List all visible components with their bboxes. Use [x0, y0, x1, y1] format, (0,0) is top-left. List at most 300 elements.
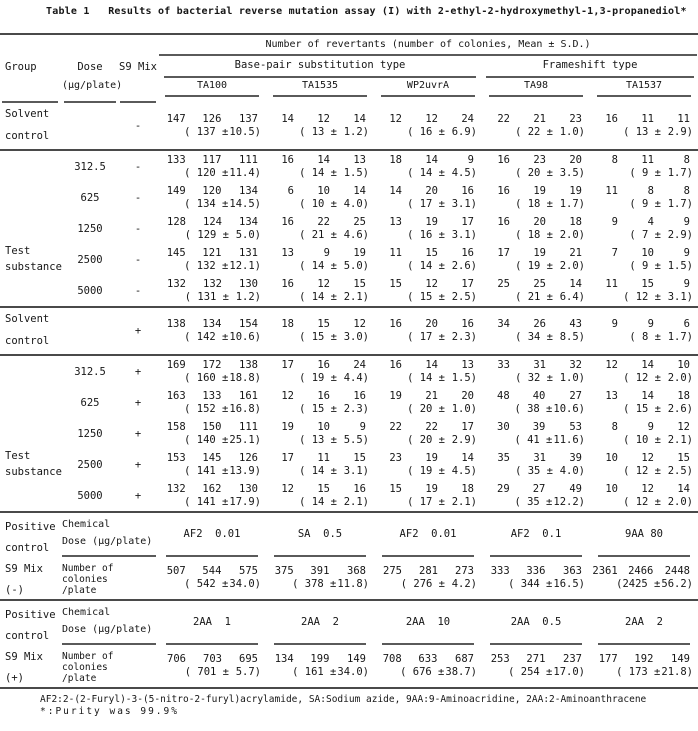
- sd-value: 21.8): [661, 666, 693, 678]
- colony-count: 6: [683, 318, 690, 330]
- colony-count: 39: [569, 451, 582, 464]
- mean-value: ( 17 ±: [407, 197, 445, 210]
- sd-value: 56.2): [661, 578, 693, 590]
- sd-value: 1.7): [559, 197, 585, 210]
- colony-count: 25: [497, 277, 510, 290]
- sd-value: 2.3): [343, 402, 369, 415]
- chemical-value: 2AA 2: [598, 601, 690, 645]
- strain-cell: [590, 213, 698, 244]
- colony-count: 16: [605, 113, 618, 125]
- colony-count: 22: [389, 420, 402, 433]
- colony-count: 161: [239, 389, 258, 402]
- mean-value: ( 7 ±: [629, 228, 661, 241]
- mean-value: ( 20 ±: [407, 433, 445, 446]
- colony-count: 16: [317, 358, 330, 371]
- colony-count: 15: [353, 451, 366, 464]
- mean-value: ( 701 ±: [184, 666, 229, 678]
- strain-cell: [158, 387, 266, 418]
- colony-count: 19: [281, 420, 294, 433]
- sd-value: 2.1): [343, 290, 369, 303]
- frameshift-type-header: Frameshift type: [486, 56, 694, 78]
- colony-count: 17: [497, 246, 510, 259]
- mean-value: ( 16 ±: [407, 126, 445, 138]
- sd-value: 34.0): [337, 666, 369, 678]
- colony-count: 32: [569, 358, 582, 371]
- colony-count: 33: [497, 358, 510, 371]
- mean-value: ( 19 ±: [407, 464, 445, 477]
- mean-value: ( 14 ±: [299, 495, 337, 508]
- colony-count: 16: [497, 153, 510, 166]
- colony-count: 130: [239, 277, 258, 290]
- mean-value: ( 542 ±: [184, 578, 229, 590]
- sd-value: 3.5): [559, 166, 585, 179]
- mean-value: ( 35 ±: [515, 464, 553, 477]
- mean-value: ( 161 ±: [292, 666, 337, 678]
- footnote-purity: *:Purity was 99.9%: [40, 706, 179, 717]
- colony-count: 145: [202, 451, 222, 464]
- sd-value: 1.5): [667, 259, 693, 272]
- colony-count: 9: [647, 318, 654, 330]
- strain-cell: [374, 244, 482, 275]
- colony-count: 14: [353, 184, 366, 197]
- sd-value: 1.2): [235, 290, 261, 303]
- colony-count: 20: [425, 184, 438, 197]
- strain-cell: [590, 449, 698, 480]
- group-label: [0, 213, 62, 244]
- colony-count: 34: [497, 318, 510, 330]
- strain-cell: [374, 449, 482, 480]
- colony-count: 21: [533, 113, 546, 125]
- sd-value: 3.1): [667, 290, 693, 303]
- sd-value: 2.6): [451, 259, 477, 272]
- colony-count: 121: [202, 246, 222, 259]
- strain-cell: [482, 645, 590, 687]
- sd-value: 17.9): [229, 495, 261, 508]
- colony-count: 336: [526, 565, 546, 577]
- mean-value: (2425 ±: [616, 578, 661, 590]
- colony-count: 12: [605, 358, 618, 371]
- colony-count: 708: [382, 653, 402, 665]
- colony-count: 172: [202, 358, 222, 371]
- colony-count: 154: [239, 318, 258, 330]
- colony-count: 10: [605, 482, 618, 495]
- strain-cell: [374, 275, 482, 306]
- dose-unit-label: (μg/plate): [62, 80, 123, 91]
- colony-count: 275: [383, 565, 402, 577]
- sd-value: 2.9): [667, 228, 693, 241]
- colony-count: 14: [641, 358, 654, 371]
- sd-value: 4.5): [451, 464, 477, 477]
- colony-count: 13: [281, 246, 294, 259]
- strain-header-ta100: TA100: [165, 78, 259, 97]
- sd-value: 2.0): [667, 371, 693, 384]
- strain-cell: [590, 244, 698, 275]
- sd-value: 17.0): [553, 666, 585, 678]
- group-label: [0, 275, 62, 306]
- colony-count: 27: [569, 389, 582, 402]
- mean-value: ( 120 ±: [184, 166, 229, 179]
- colony-count: 177: [598, 653, 618, 665]
- s9-value: -: [134, 160, 142, 173]
- table-row: [0, 244, 698, 275]
- colony-count: 26: [533, 318, 546, 330]
- colony-count: 132: [167, 277, 186, 290]
- colony-count: 199: [310, 653, 330, 665]
- colony-count: 20: [569, 153, 582, 166]
- dose-value: 312.5: [74, 160, 106, 173]
- strain-cell: [158, 213, 266, 244]
- mean-value: ( 32 ±: [515, 371, 553, 384]
- strain-cell: [590, 557, 698, 599]
- colony-count: 149: [166, 184, 186, 197]
- table-row: [0, 356, 698, 387]
- colony-count: 8: [683, 153, 690, 166]
- strain-cell: [374, 213, 482, 244]
- colony-count: 15: [317, 482, 330, 495]
- table-row: [0, 151, 698, 182]
- strain-cell: [482, 151, 590, 182]
- mean-value: ( 21 ±: [515, 290, 553, 303]
- colony-count: 20: [533, 215, 546, 228]
- colony-count: 16: [461, 246, 474, 259]
- table-body: [0, 103, 698, 689]
- sd-value: 3.1): [343, 464, 369, 477]
- colony-count: 19: [425, 482, 438, 495]
- strain-cell: [482, 449, 590, 480]
- colony-count: 17: [281, 451, 294, 464]
- colony-count: 12: [641, 482, 654, 495]
- mean-value: ( 20 ±: [515, 166, 553, 179]
- mean-value: ( 12 ±: [623, 495, 661, 508]
- revertants-header: Number of revertants (number of colonies, Mean ± S.D.): [159, 35, 697, 56]
- colony-count: 120: [202, 184, 222, 197]
- group-label: [0, 480, 62, 511]
- sd-value: 4.2): [451, 578, 477, 590]
- colony-count: 15: [389, 482, 402, 495]
- mean-value: ( 15 ±: [407, 290, 445, 303]
- strain-cell: [590, 275, 698, 306]
- sd-value: 34.0): [229, 578, 261, 590]
- strain-cell: [266, 387, 374, 418]
- colonies-per-plate-label: Number of colonies /plate: [62, 563, 114, 596]
- mean-value: ( 152 ±: [184, 402, 229, 415]
- colony-count: 145: [166, 246, 186, 259]
- mean-value: ( 14 ±: [407, 259, 445, 272]
- colony-count: 134: [202, 318, 222, 330]
- sd-value: 5.0): [235, 228, 261, 241]
- mean-value: ( 344 ±: [508, 578, 553, 590]
- sd-value: 11.8): [337, 578, 369, 590]
- colony-count: 14: [425, 358, 438, 371]
- colony-count: 9: [611, 318, 618, 330]
- colony-count: 7: [611, 246, 618, 259]
- colony-count: 16: [461, 318, 474, 330]
- colony-count: 133: [202, 389, 222, 402]
- chemical-value: 2AA 0.5: [490, 601, 582, 645]
- sd-value: 6.4): [559, 290, 585, 303]
- colony-count: 128: [167, 215, 186, 228]
- strain-cell: [158, 308, 266, 354]
- mean-value: ( 140 ±: [184, 433, 229, 446]
- colony-count: 14: [317, 153, 330, 166]
- colony-count: 19: [353, 246, 366, 259]
- sd-value: 5.0): [343, 259, 369, 272]
- group-label: Positive control S9 Mix (-): [5, 521, 56, 596]
- mean-value: ( 14 ±: [299, 290, 337, 303]
- s9-value: +: [134, 458, 142, 471]
- colony-count: 39: [532, 420, 546, 433]
- strain-cell: [158, 244, 266, 275]
- colony-count: 11: [641, 113, 654, 125]
- sd-value: 2.1): [343, 495, 369, 508]
- colony-count: 13: [605, 389, 618, 402]
- mean-value: ( 13 ±: [299, 126, 337, 138]
- strain-cell: [374, 557, 482, 599]
- colony-count: 20: [425, 318, 438, 330]
- chemical-value: AF2 0.1: [490, 513, 582, 557]
- strain-cell: [590, 387, 698, 418]
- colony-count: 14: [641, 389, 654, 402]
- colony-count: 10: [317, 184, 330, 197]
- colony-count: 17: [461, 215, 474, 228]
- colony-count: 18: [677, 389, 690, 402]
- dose-value: 2500: [77, 458, 103, 471]
- colony-count: 23: [569, 113, 582, 125]
- s9-value: +: [134, 325, 142, 337]
- colony-count: 18: [569, 215, 582, 228]
- colony-count: 169: [166, 358, 186, 371]
- colony-count: 22: [497, 113, 510, 125]
- mean-value: ( 35 ±: [514, 495, 553, 508]
- colony-count: 12: [281, 389, 294, 402]
- strain-cell: [374, 103, 482, 149]
- sd-value: 1.7): [667, 166, 693, 179]
- sd-value: 2.0): [559, 259, 585, 272]
- colonies-per-plate-label: Number of colonies /plate: [62, 651, 114, 684]
- colony-count: 9: [467, 153, 474, 166]
- colony-count: 687: [455, 653, 474, 665]
- chemical-value: 2AA 1: [166, 601, 258, 645]
- colony-count: 6: [287, 184, 294, 197]
- strain-cell: [590, 182, 698, 213]
- sd-value: 13.9): [229, 464, 261, 477]
- colony-count: 281: [419, 565, 438, 577]
- colony-count: 8: [683, 184, 690, 197]
- colony-count: 134: [239, 215, 258, 228]
- colony-count: 49: [569, 482, 582, 495]
- strain-cell: [482, 244, 590, 275]
- strain-cell: [590, 480, 698, 511]
- sd-value: 1.7): [667, 331, 693, 343]
- sd-value: 5.7): [235, 666, 261, 678]
- strain-cell: [482, 557, 590, 599]
- strain-header-wp2uvra: WP2uvrA: [381, 78, 475, 97]
- dose-value: 312.5: [74, 365, 106, 378]
- mean-value: ( 14 ±: [299, 166, 337, 179]
- colony-count: 19: [533, 246, 546, 259]
- colony-count: 25: [353, 215, 366, 228]
- strain-cell: [482, 308, 590, 354]
- dose-value: 625: [80, 396, 100, 409]
- strain-cell: [158, 557, 266, 599]
- s9-underline: [120, 97, 156, 103]
- colony-count: 544: [202, 565, 222, 577]
- strain-cell: [482, 356, 590, 387]
- colony-count: 14: [281, 113, 294, 125]
- colony-count: 12: [425, 277, 438, 290]
- sd-value: 4.0): [343, 197, 369, 210]
- colony-count: 14: [389, 184, 402, 197]
- dose-underline: [64, 97, 116, 103]
- table-header: [0, 33, 698, 103]
- mean-value: ( 12 ±: [623, 371, 661, 384]
- mean-value: ( 13 ±: [623, 126, 661, 138]
- sd-value: 2.9): [451, 433, 477, 446]
- colony-count: 575: [239, 565, 258, 577]
- colony-count: 16: [281, 277, 294, 290]
- s9-value: +: [134, 427, 142, 440]
- sd-value: 3.1): [451, 197, 477, 210]
- strain-cell: [374, 480, 482, 511]
- colony-count: 14: [677, 482, 690, 495]
- colony-count: 149: [347, 653, 366, 665]
- chemical-dose-label: Chemical Dose (μg/plate): [62, 513, 156, 557]
- strain-cell: [158, 645, 266, 687]
- colony-count: 16: [461, 184, 474, 197]
- dose-value: 2500: [77, 253, 103, 266]
- strain-cell: [158, 418, 266, 449]
- positive-control-block: [0, 513, 698, 599]
- colony-count: 16: [281, 215, 294, 228]
- colony-count: 10: [317, 420, 330, 433]
- chemical-value: SA 0.5: [274, 513, 366, 557]
- colony-count: 147: [166, 113, 186, 125]
- mean-value: ( 9 ±: [629, 197, 661, 210]
- mean-value: ( 15 ±: [299, 331, 337, 343]
- colony-count: 16: [281, 153, 294, 166]
- strain-cell: [266, 308, 374, 354]
- colony-count: 19: [533, 184, 546, 197]
- colony-count: 19: [569, 184, 582, 197]
- positive-control-block: [0, 601, 698, 687]
- sd-value: 16.8): [229, 402, 261, 415]
- colony-count: 134: [239, 184, 258, 197]
- colony-count: 363: [563, 565, 582, 577]
- group-column-header: Group: [5, 61, 37, 73]
- sd-value: 2.1): [451, 495, 477, 508]
- sd-value: 1.5): [451, 371, 477, 384]
- colony-count: 8: [611, 153, 618, 166]
- chemical-value: 2AA 2: [274, 601, 366, 645]
- colony-count: 134: [274, 653, 294, 665]
- colony-count: 15: [389, 277, 402, 290]
- strain-cell: [266, 213, 374, 244]
- colony-count: 8: [647, 184, 654, 197]
- table-title: Table 1 Results of bacterial reverse mutation assay (I) with 2-ethyl-2-hydroxymethyl-1,3-propanediol*: [46, 6, 687, 17]
- colony-count: 15: [317, 318, 330, 330]
- sd-value: 1.5): [343, 166, 369, 179]
- group-label: Test substance: [5, 245, 62, 273]
- strain-cell: [374, 308, 482, 354]
- table-row: [0, 418, 698, 449]
- strain-cell: [590, 418, 698, 449]
- sd-value: 10.6): [553, 402, 585, 415]
- colony-count: 14: [425, 153, 438, 166]
- colony-count: 131: [239, 246, 258, 259]
- strain-cell: [374, 645, 482, 687]
- colony-count: 15: [353, 277, 366, 290]
- strain-cell: [482, 103, 590, 149]
- colony-count: 11: [605, 184, 618, 197]
- mean-value: ( 14 ±: [299, 259, 337, 272]
- colony-count: 31: [533, 358, 546, 371]
- s9-value: -: [134, 253, 142, 266]
- colony-count: 10: [641, 246, 654, 259]
- mean-value: ( 14 ±: [407, 371, 445, 384]
- colony-count: 12: [425, 113, 438, 125]
- chemical-value: 9AA 80: [598, 513, 690, 557]
- colony-count: 138: [166, 318, 186, 330]
- colony-count: 507: [166, 565, 186, 577]
- strain-cell: [590, 645, 698, 687]
- colony-count: 633: [418, 653, 438, 665]
- colony-count: 20: [461, 389, 474, 402]
- colony-count: 9: [647, 420, 654, 433]
- colony-count: 19: [425, 451, 438, 464]
- strain-cell: [590, 103, 698, 149]
- colony-count: 53: [569, 420, 582, 433]
- mean-value: ( 160 ±: [184, 371, 229, 384]
- mean-value: ( 10 ±: [299, 197, 337, 210]
- colony-count: 23: [389, 451, 402, 464]
- colony-count: 11: [641, 153, 654, 166]
- colony-count: 11: [317, 451, 330, 464]
- colony-count: 35: [497, 451, 510, 464]
- colony-count: 130: [239, 482, 258, 495]
- sd-value: 10.5): [229, 126, 261, 138]
- sd-value: 25.1): [229, 433, 261, 446]
- strain-cell: [482, 275, 590, 306]
- colony-count: 11: [605, 277, 618, 290]
- colony-count: 12: [317, 277, 330, 290]
- colony-count: 16: [389, 358, 402, 371]
- chemical-value: 2AA 10: [382, 601, 474, 645]
- colony-count: 12: [677, 420, 690, 433]
- sd-value: 2.0): [559, 228, 585, 241]
- strain-cell: [266, 103, 374, 149]
- mean-value: ( 15 ±: [623, 402, 661, 415]
- sd-value: 3.0): [343, 331, 369, 343]
- strain-cell: [158, 182, 266, 213]
- s9-value: -: [134, 284, 142, 297]
- colony-count: 17: [461, 420, 474, 433]
- group-label: [0, 356, 62, 387]
- strain-cell: [266, 182, 374, 213]
- strain-cell: [158, 480, 266, 511]
- sd-value: 11.4): [229, 166, 261, 179]
- colony-count: 375: [274, 565, 294, 577]
- mean-value: ( 12 ±: [623, 290, 661, 303]
- colony-count: 29: [497, 482, 510, 495]
- group-label: [0, 151, 62, 182]
- colony-count: 18: [461, 482, 474, 495]
- colony-count: 11: [677, 113, 690, 125]
- mean-value: ( 132 ±: [184, 259, 229, 272]
- strain-header-ta1535: TA1535: [273, 78, 367, 97]
- colony-count: 16: [353, 482, 366, 495]
- colony-count: 8: [611, 420, 618, 433]
- colony-count: 48: [497, 389, 510, 402]
